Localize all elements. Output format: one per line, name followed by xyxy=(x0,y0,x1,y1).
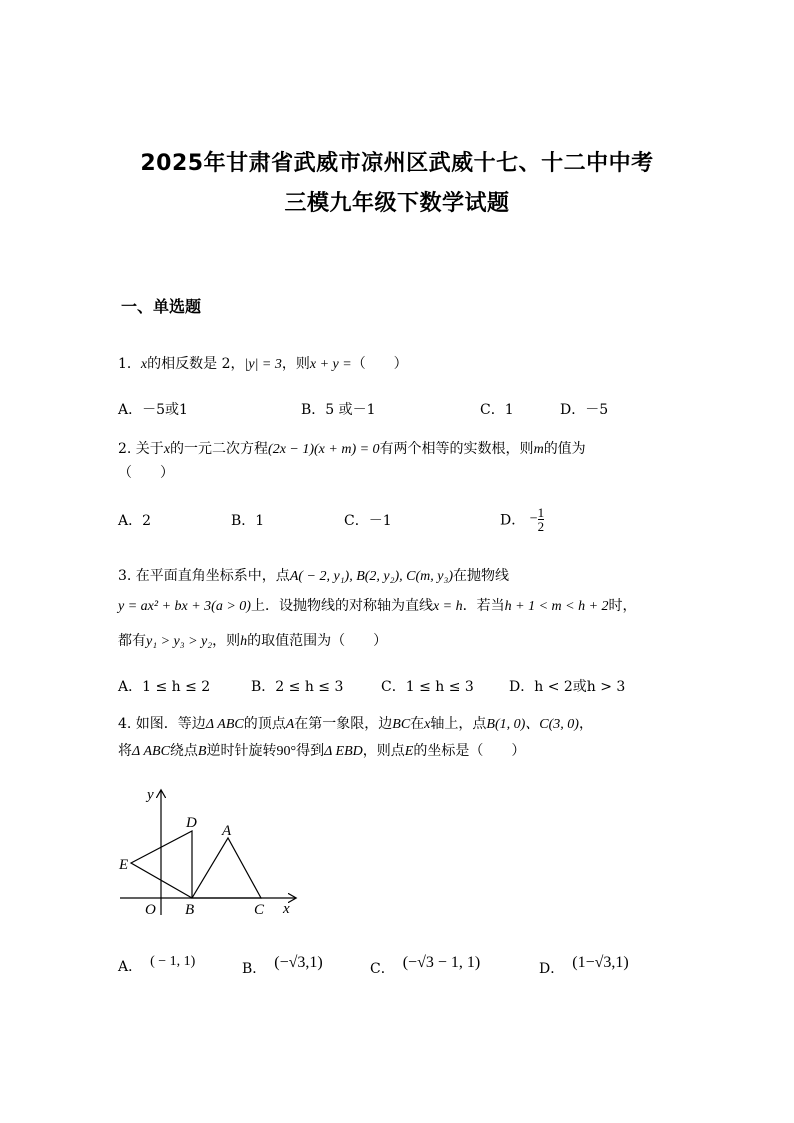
q4-option-d[interactable] xyxy=(539,954,629,978)
math-inequality: h + 1 < m < h + 2 xyxy=(504,599,609,614)
math-inequality: y₁ > y₃ > y₂ xyxy=(146,634,213,649)
math-triangle: Δ EBD xyxy=(324,744,363,759)
question-text: 4. 如图．等边 xyxy=(118,716,206,732)
question-3 xyxy=(118,565,509,585)
question-text: 3. 在平面直角坐标系中，点 xyxy=(118,568,290,584)
label-y: y xyxy=(147,787,154,803)
q2-option-d[interactable] xyxy=(500,506,544,533)
math-e: E xyxy=(404,744,414,759)
question-text: 时， xyxy=(608,598,637,614)
triangle-abc xyxy=(192,838,261,898)
q2-option-b[interactable]: B．1 xyxy=(231,513,265,529)
option-label: A． xyxy=(118,959,143,975)
option-label: B． xyxy=(242,961,267,977)
question-text: 的值为 xyxy=(543,441,586,457)
math-b: B xyxy=(197,744,207,759)
math-axis: x = h xyxy=(432,599,463,614)
question-text: 在第一象限，边 xyxy=(294,716,393,732)
q3-option-c[interactable]: C．1 ≤ h ≤ 3 xyxy=(381,679,474,695)
q4-option-b[interactable] xyxy=(242,954,323,978)
label-x: x xyxy=(283,901,290,917)
question-2-blank: （ ） xyxy=(118,465,174,481)
math-x: x xyxy=(424,717,431,732)
q1-option-c[interactable]: C．1 xyxy=(480,402,514,418)
q3-option-b[interactable]: B．2 ≤ h ≤ 3 xyxy=(251,679,344,695)
q3-option-a[interactable]: A．1 ≤ h ≤ 2 xyxy=(118,679,211,695)
math-points: A( − 2, y₁), B(2, y₂), C(m, y₃) xyxy=(289,569,454,584)
math-points: B(1, 0)、C(3, 0) xyxy=(486,717,579,732)
minus-sign: − xyxy=(529,511,538,527)
math-x: x xyxy=(163,442,171,457)
question-text: 逆时针旋转 xyxy=(206,743,277,759)
question-text: 2. 关于 xyxy=(118,441,164,457)
label-e: E xyxy=(119,857,129,873)
label-c: C xyxy=(254,902,265,918)
math-abs-y: |y| = 3 xyxy=(244,357,282,372)
q1-option-a[interactable]: A．－5或1 xyxy=(118,402,188,418)
question-text: 的顶点 xyxy=(243,716,286,732)
question-text: 都有 xyxy=(118,633,146,649)
q4-option-a[interactable] xyxy=(118,956,195,976)
denominator: 2 xyxy=(537,519,545,534)
question-text: ，则点 xyxy=(362,743,405,759)
question-text: 有两个相等的实数根，则 xyxy=(379,441,534,457)
question-text: 的一元二次方程 xyxy=(170,441,269,457)
question-1 xyxy=(118,353,408,373)
math-equation: (2x − 1)(x + m) = 0 xyxy=(268,442,380,457)
question-text: 在抛物线 xyxy=(453,568,510,584)
math-expression: x + y = xyxy=(309,357,352,372)
math-angle: 90° xyxy=(276,744,297,759)
option-value: (1−√3,1) xyxy=(572,954,629,971)
question-text: 的坐标是（ ） xyxy=(413,743,526,759)
question-number: 1． xyxy=(118,356,141,372)
page-subtitle: 三模九年级下数学试题 xyxy=(284,191,510,216)
option-value: (−√3,1) xyxy=(274,954,323,971)
numerator: 1 xyxy=(537,505,545,520)
question-text: 在 xyxy=(410,716,425,732)
option-label: D． xyxy=(500,512,526,529)
question-text: 得到 xyxy=(296,743,325,759)
question-3-line3 xyxy=(118,630,387,650)
option-value: (−√3 − 1, 1) xyxy=(402,954,481,971)
math-triangle: Δ ABC xyxy=(205,717,244,732)
math-bc: BC xyxy=(392,717,411,732)
question-text: 的相反数是 2， xyxy=(147,356,245,372)
q1-option-b[interactable]: B．5 或－1 xyxy=(301,402,376,418)
geometry-figure xyxy=(110,785,310,920)
question-text: 上．设抛物线的对称轴为直线 xyxy=(250,598,433,614)
math-a: A xyxy=(285,717,295,732)
question-text: 绕点 xyxy=(169,743,198,759)
fraction xyxy=(538,506,545,533)
math-parabola: y = ax² + bx + 3(a > 0) xyxy=(118,599,251,614)
question-3-line2 xyxy=(118,595,637,615)
page-title: 2025年甘肃省武威市凉州区武威十七、十二中中考 xyxy=(140,151,654,176)
question-4 xyxy=(118,713,593,733)
section-heading: 一、单选题 xyxy=(121,297,202,316)
question-4-line2 xyxy=(118,740,525,760)
label-o: O xyxy=(145,902,156,918)
question-text: ，则 xyxy=(281,356,310,372)
option-value: ( − 1, 1) xyxy=(150,954,196,969)
q4-option-c[interactable] xyxy=(370,954,481,978)
q2-option-a[interactable]: A．2 xyxy=(118,513,152,529)
math-m: m xyxy=(533,442,544,457)
q3-option-d[interactable]: D．h < 2或h > 3 xyxy=(509,679,626,695)
question-2 xyxy=(118,438,586,458)
q1-option-d[interactable]: D．－5 xyxy=(560,402,609,418)
option-label: D． xyxy=(539,961,565,977)
question-text: 将 xyxy=(118,743,132,759)
math-triangle: Δ ABC xyxy=(132,744,170,759)
label-d: D xyxy=(186,815,197,831)
question-text: 的取值范围为（ ） xyxy=(247,633,388,649)
label-a: A xyxy=(222,823,232,839)
answer-blank: （ ） xyxy=(351,356,408,372)
question-text: 轴上，点 xyxy=(430,716,487,732)
label-b: B xyxy=(185,902,195,918)
q2-option-c[interactable]: C．－1 xyxy=(344,513,392,529)
question-text: ，则 xyxy=(212,633,241,649)
math-x: x xyxy=(140,357,148,372)
question-text: ．若当 xyxy=(462,598,505,614)
math-h: h xyxy=(240,634,248,649)
question-text: ， xyxy=(578,716,593,732)
option-label: C． xyxy=(370,961,395,977)
